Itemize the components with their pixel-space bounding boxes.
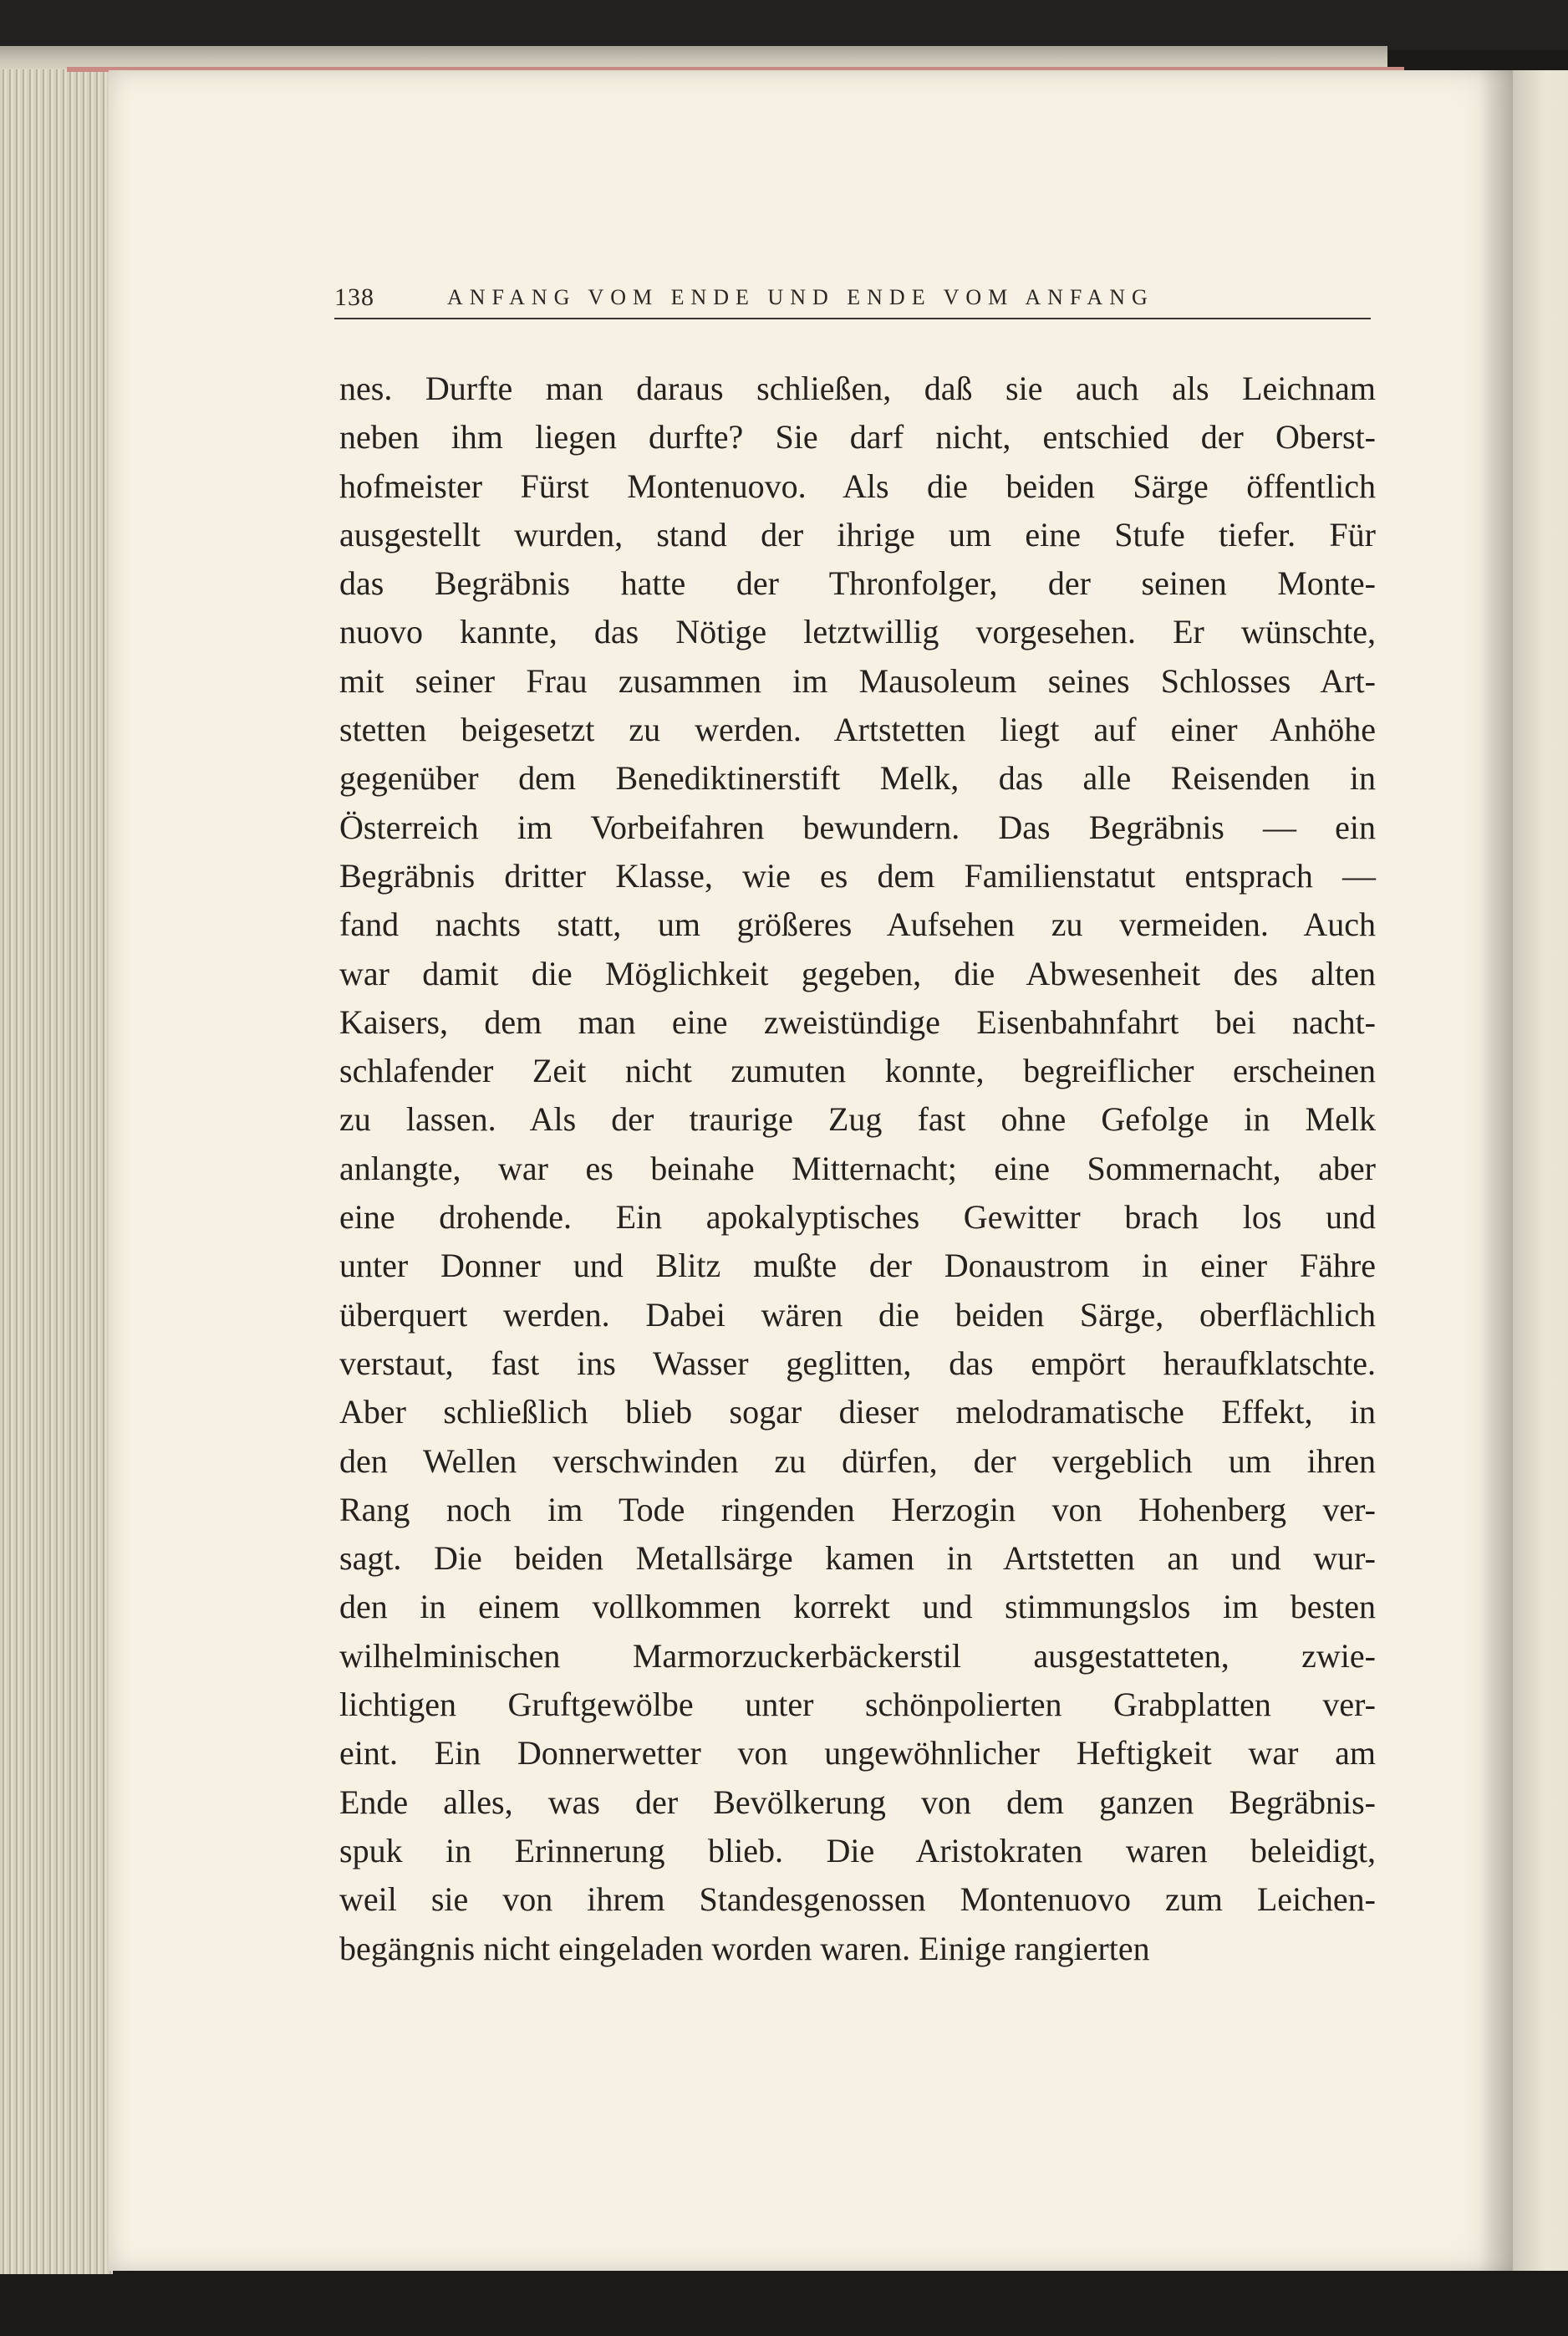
text-line: fand nachts statt, um größeres Aufsehen zu vermeiden. Auch: [339, 905, 1376, 944]
text-line: lichtigen Gruftgewölbe unter schönpolierten Grabplatten ver-: [339, 1686, 1376, 1724]
text-line: gegenüber dem Benediktinerstift Melk, das alle Reisenden in: [339, 759, 1376, 798]
text-line: überquert werden. Dabei wären die beiden Särge, oberflächlich: [339, 1295, 1376, 1334]
text-line: Kaisers, dem man eine zweistündige Eisenbahnfahrt bei nacht-: [339, 1002, 1376, 1041]
text-line: unter Donner und Blitz mußte der Donaustrom in einer Fähre: [339, 1247, 1376, 1285]
text-line: nuovo kannte, das Nötige letztwillig vorgesehen. Er wünschte,: [339, 613, 1376, 651]
text-line: Österreich im Vorbeifahren bewundern. Das Begräbnis — ein: [339, 808, 1376, 846]
text-line: ausgestellt wurden, stand der ihrige um eine Stufe tiefer. Für: [339, 515, 1376, 553]
text-line: eine drohende. Ein apokalyptisches Gewitter brach los und: [339, 1198, 1376, 1237]
text-line: den Wellen verschwinden zu dürfen, der vergeblich um ihren: [339, 1441, 1376, 1480]
text-line: neben ihm liegen durfte? Sie darf nicht, entschied der Oberst-: [339, 418, 1376, 456]
text-line: Begräbnis dritter Klasse, wie es dem Familienstatut entsprach —: [339, 856, 1376, 895]
text-line: anlangte, war es beinahe Mitternacht; eine Sommernacht, aber: [339, 1149, 1376, 1187]
text-line: hofmeister Fürst Montenuovo. Als die beiden Särge öffentlich: [339, 467, 1376, 505]
scan-background-bottom: [0, 2274, 1568, 2336]
running-head-title: ANFANG VOM ENDE UND ENDE VOM ANFANG: [447, 285, 1154, 309]
text-line: den in einem vollkommen korrekt und stimmungslos im besten: [339, 1588, 1376, 1626]
text-line: nes. Durfte man daraus schließen, daß sie auch als Leichnam: [339, 370, 1376, 407]
text-line: weil sie von ihrem Standesgenossen Montenuovo zum Leichen-: [339, 1880, 1376, 1919]
running-head: [334, 278, 1371, 317]
facing-page-edge: [1513, 70, 1568, 2271]
text-line: Ende alles, was der Bevölkerung von dem ganzen Begräbnis-: [339, 1783, 1376, 1821]
text-line: mit seiner Frau zusammen im Mausoleum seines Schlosses Art-: [339, 661, 1376, 700]
running-head-rule: [334, 318, 1371, 319]
text-line: das Begräbnis hatte der Thronfolger, der seinen Monte-: [339, 564, 1376, 603]
body-text: [339, 365, 1376, 1973]
text-line: spuk in Erinnerung blieb. Die Aristokraten waren beleidigt,: [339, 1831, 1376, 1869]
text-line: zu lassen. Als der traurige Zug fast ohne Gefolge in Melk: [339, 1100, 1376, 1139]
page-stack-edge: [0, 46, 113, 2278]
text-line: eint. Ein Donnerwetter von ungewöhnlicher Heftigkeit war am: [339, 1734, 1376, 1772]
book-top-edge: [0, 46, 1387, 69]
page-number: 138: [334, 283, 374, 311]
text-line: stetten beigesetzt zu werden. Artstetten liegt auf einer Anhöhe: [339, 711, 1376, 749]
text-line: Aber schließlich blieb sogar dieser melodramatische Effekt, in: [339, 1393, 1376, 1431]
text-line: Rang noch im Tode ringenden Herzogin von Hohenberg ver-: [339, 1490, 1376, 1528]
gutter-shadow: [1479, 70, 1513, 2271]
scan-background-top: [0, 0, 1568, 50]
text-line: verstaut, fast ins Wasser geglitten, das empört heraufklatschte.: [339, 1344, 1376, 1382]
text-line: sagt. Die beiden Metallsärge kamen in Artstetten an und wur-: [339, 1539, 1376, 1578]
text-line: war damit die Möglichkeit gegeben, die Abwesenheit des alten: [339, 954, 1376, 992]
text-line: wilhelminischen Marmorzuckerbäckerstil ausgestatteten, zwie-: [339, 1636, 1376, 1675]
text-line: schlafender Zeit nicht zumuten konnte, begreiflicher erscheinen: [339, 1052, 1376, 1090]
text-line: begängnis nicht eingeladen worden waren. Einige rangierten: [339, 1929, 1150, 1967]
